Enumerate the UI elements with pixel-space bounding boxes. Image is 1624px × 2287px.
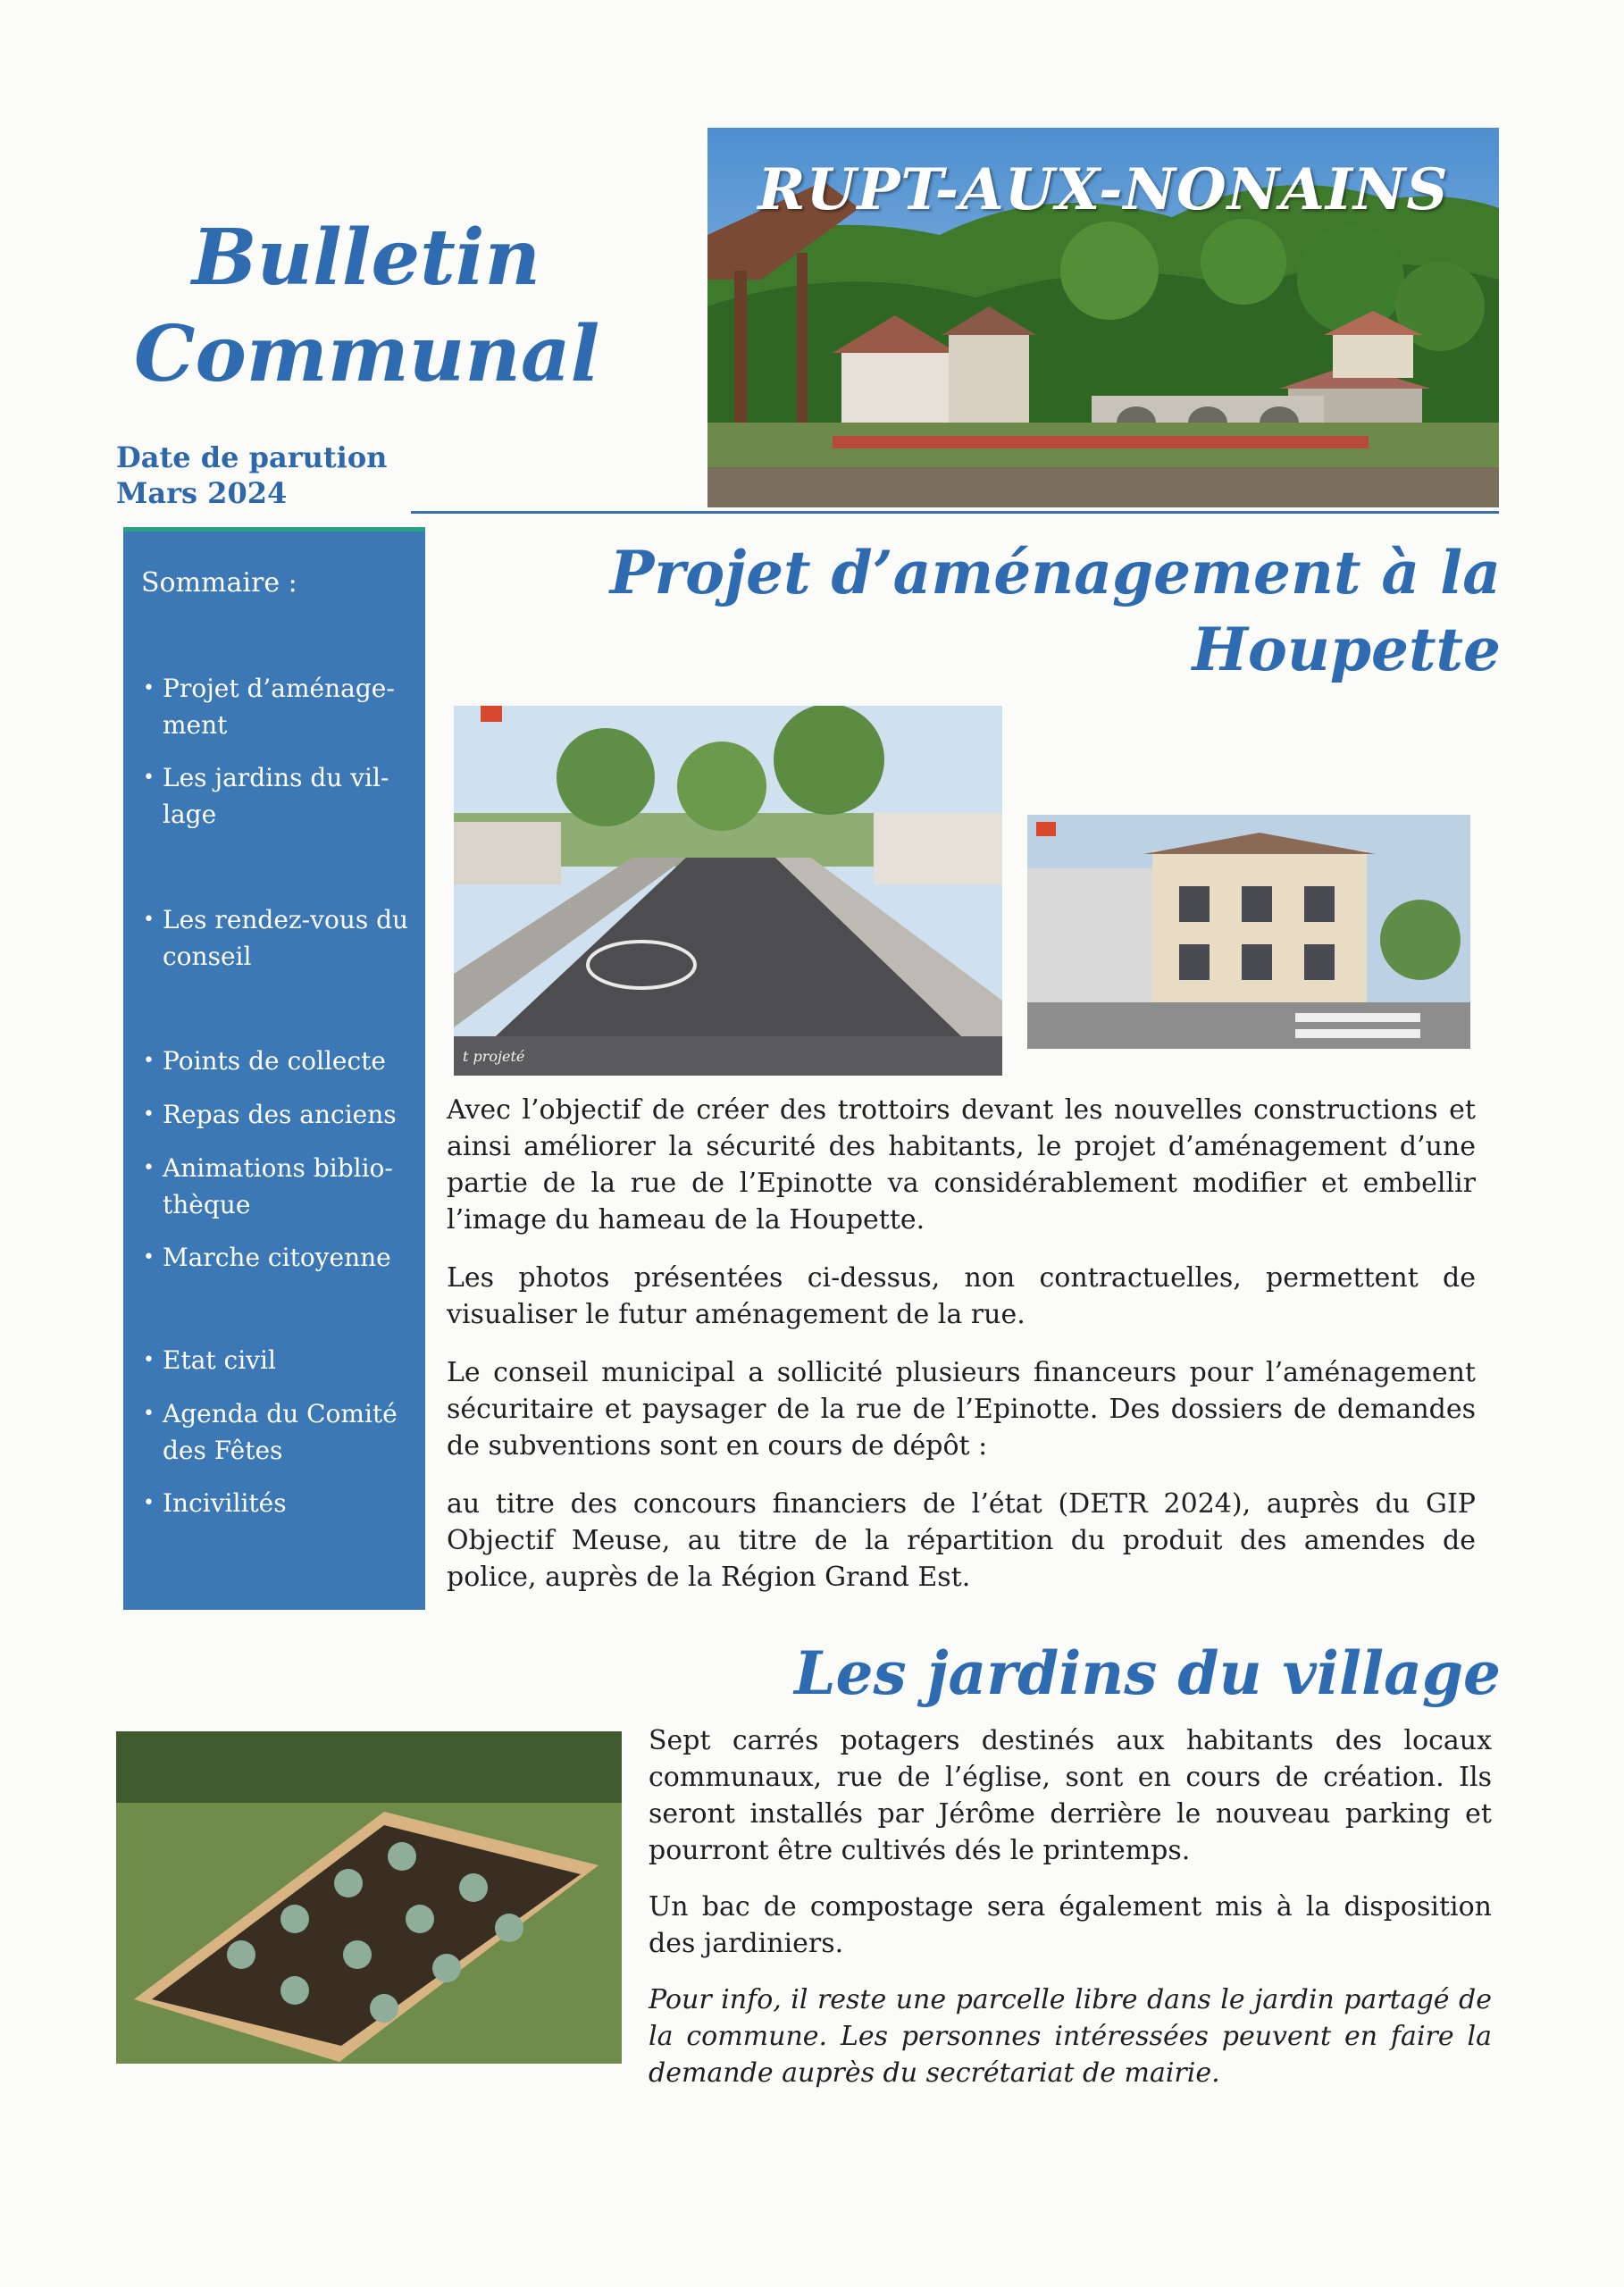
bulletin-title-line2: Communal (134, 309, 600, 399)
jardins-heading: Les jardins du village (794, 1638, 1501, 1708)
jardins-note: Pour info, il reste une parcelle libre dans le jardin partagé de la commune. Les personnes intéressées peuvent en faire la demande auprès du secrétariat de mairie. (649, 1984, 1492, 2089)
projet-paragraph: au titre des concours financiers de l’état (DETR 2024), auprès du GIP Objectif Meuse, au titre de la répartition du produit des amendes de police, auprès de la Région Grand Est. (447, 1488, 1476, 1593)
bullet-icon: • (143, 677, 155, 700)
raised-garden-bed-image (116, 1731, 622, 2064)
sommaire-item-label: Points de collecte (163, 1046, 386, 1076)
sommaire-item-etat-civil[interactable] (143, 1342, 416, 1378)
sommaire-item-label: Agenda du Comité des Fêtes (163, 1399, 398, 1465)
sommaire-item-label: Repas des anciens (163, 1100, 397, 1129)
projet-paragraph: Avec l’objectif de créer des trottoirs devant les nouvelles constructions et ainsi améliorer la sécurité des habitants, le projet d’aménagement d’une partie de la rue de l’Epinotte va considérablement modifier et embellir l’image du hameau de la Houpette. (447, 1094, 1476, 1236)
sommaire-item-label: Etat civil (163, 1345, 276, 1375)
sommaire-item-bibliotheque[interactable] (143, 1150, 416, 1223)
bullet-icon: • (143, 1050, 155, 1072)
bullet-icon: • (143, 1492, 155, 1514)
bullet-icon: • (143, 767, 155, 789)
bullet-icon: • (143, 1103, 155, 1126)
sommaire-item-label: Les rendez-vous du conseil (163, 905, 409, 971)
road-projection-photo (454, 706, 1002, 1076)
sommaire-item-label: Projet d’aménage-ment (163, 674, 395, 740)
bullet-icon: • (143, 1403, 155, 1425)
sommaire-item-label: Incivilités (163, 1488, 287, 1518)
building-projection-image (1027, 815, 1470, 1049)
publication-date (116, 440, 387, 511)
bullet-icon: • (143, 1246, 155, 1269)
banner-title: RUPT-AUX-NONAINS (758, 156, 1449, 223)
bleed-through-text (107, 134, 114, 161)
projet-heading: Projet d’aménagement à la Houpette (609, 538, 1501, 684)
date-value: Mars 2024 (116, 476, 288, 510)
building-projection-photo (1027, 815, 1470, 1049)
sommaire-title: Sommaire : (141, 567, 297, 599)
sommaire-item-incivilites[interactable] (143, 1485, 416, 1521)
sommaire-item-jardins[interactable] (143, 759, 416, 833)
bulletin-title (134, 210, 599, 403)
sommaire-panel (123, 527, 425, 1610)
garden-planter-photo (116, 1731, 622, 2064)
header-divider (411, 511, 1499, 514)
bullet-icon: • (143, 1157, 155, 1179)
bulletin-title-line1: Bulletin (191, 213, 541, 303)
sommaire-item-label: Les jardins du vil-lage (163, 763, 389, 829)
jardins-body (649, 1722, 1492, 2111)
sommaire-item-agenda[interactable] (143, 1395, 416, 1469)
jardins-paragraph: Sept carrés potagers destinés aux habitants des locaux communaux, rue de l’église, sont en cours de création. Ils seront installés par Jérôme derrière le nouveau parking et pourront être cultivés dés le printemps. (649, 1725, 1492, 1866)
date-label: Date de parution (116, 440, 388, 474)
road-projection-image (454, 706, 1002, 1076)
sommaire-item-projet[interactable] (143, 670, 416, 743)
sommaire-item-repas[interactable] (143, 1096, 416, 1133)
bullet-icon: • (143, 1349, 155, 1371)
jardins-paragraph: Un bac de compostage sera également mis à la disposition des jardiniers. (649, 1891, 1492, 1959)
sommaire-item-rendez-vous[interactable] (143, 901, 416, 975)
sommaire-item-collecte[interactable] (143, 1043, 416, 1079)
sommaire-item-marche[interactable] (143, 1239, 416, 1276)
village-banner-photo (707, 128, 1499, 507)
bullet-icon: • (143, 909, 155, 931)
road-photo-caption: t projeté (463, 1048, 525, 1065)
projet-paragraph: Le conseil municipal a sollicité plusieurs financeurs pour l’aménagement sécuritaire et paysager de la rue de l’Epinotte. Des dossiers de demandes de subventions sont en cours de dépôt : (447, 1357, 1476, 1462)
sommaire-item-label: Animations biblio-thèque (163, 1153, 393, 1219)
sommaire-item-label: Marche citoyenne (163, 1243, 391, 1272)
projet-paragraph: Les photos présentées ci-dessus, non contractuelles, permettent de visualiser le futur aménagement de la rue. (447, 1262, 1476, 1330)
projet-body (447, 1092, 1476, 1617)
